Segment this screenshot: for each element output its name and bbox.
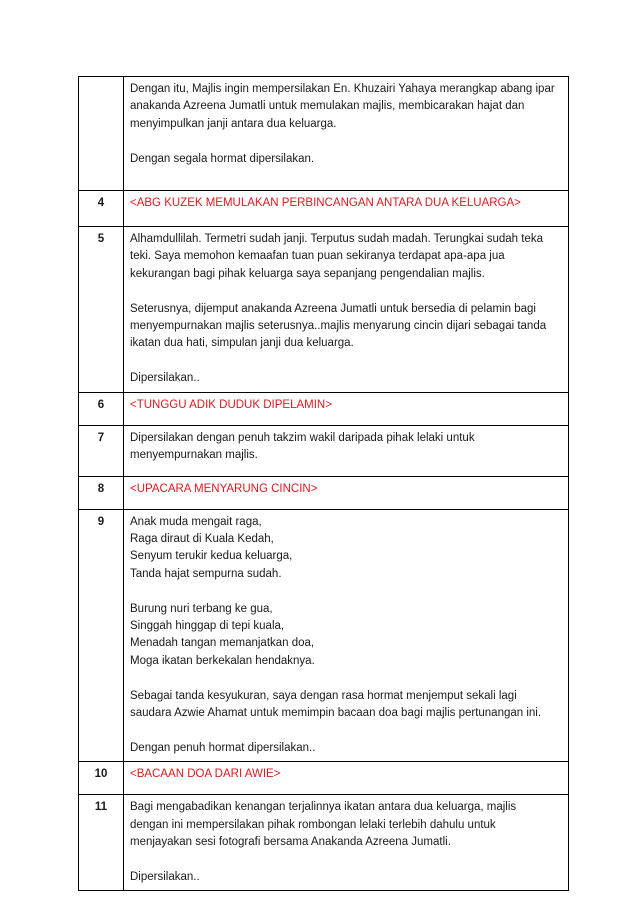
- row-content: [124, 191, 569, 227]
- text-line: anakanda Azreena Jumatli untuk memulakan majlis, membicarakan hajat dan: [130, 100, 525, 113]
- text-line: menyempurnakan majlis seterusnya..majlis menyarung cincin dijari sebagai tanda: [130, 320, 547, 333]
- paragraph: [130, 301, 562, 353]
- text-line: Dipersilakan dengan penuh takzim wakil daripada pihak lelaki untuk: [130, 431, 475, 444]
- table-row: [79, 227, 569, 393]
- text-line: Dipersilakan..: [130, 870, 200, 883]
- row-content: [124, 425, 569, 476]
- row-number: 8: [79, 476, 124, 509]
- text-line: Dengan itu, Majlis ingin mempersilakan En. Khuzairi Yahaya merangkap abang ipar: [130, 83, 555, 95]
- text-line: Menadah tangan memanjatkan doa,: [130, 637, 315, 650]
- text-line: Seterusnya, dijemput anakanda Azreena Jumatli untuk bersedia di pelamin bagi: [130, 302, 536, 315]
- text-line: dengan ini mempersilakan pihak rombongan lelaki terlebih dahulu untuk: [130, 818, 496, 831]
- stage-cue: <UPACARA MENYARUNG CINCIN>: [130, 482, 318, 495]
- text-line: menyimpulkan janji antara dua keluarga.: [130, 117, 337, 130]
- paragraph: [130, 370, 562, 387]
- paragraph: [130, 231, 562, 283]
- row-content: [124, 392, 569, 425]
- text-line: Senyum terukir kedua keluarga,: [130, 550, 293, 563]
- table-row: [79, 476, 569, 509]
- row-number: 9: [79, 509, 124, 762]
- text-line: saudara Azwie Ahamat untuk memimpin bacaan doa bagi majlis pertunangan ini.: [130, 707, 542, 720]
- text-line: Moga ikatan berkekalan hendaknya.: [130, 654, 315, 667]
- paragraph: [130, 869, 562, 886]
- text-line: Burung nuri terbang ke gua,: [130, 602, 273, 615]
- row-content: [124, 762, 569, 795]
- program-table: [78, 76, 569, 891]
- table-row: [79, 762, 569, 795]
- text-line: Anak muda mengait raga,: [130, 515, 262, 528]
- paragraph: [130, 799, 562, 851]
- row-number: 7: [79, 425, 124, 476]
- table-row: [79, 392, 569, 425]
- text-line: Bagi mengabadikan kenangan terjalinnya ikatan antara dua keluarga, majlis: [130, 801, 517, 814]
- text-line: ikatan dua hati, simpulan janji dua keluarga.: [130, 337, 354, 350]
- row-content: [124, 509, 569, 762]
- row-content: [124, 795, 569, 891]
- paragraph: [130, 151, 562, 168]
- stage-cue: <TUNGGU ADIK DUDUK DIPELAMIN>: [130, 398, 332, 411]
- table-row: [79, 77, 569, 191]
- paragraph: [130, 514, 562, 584]
- text-line: Tanda hajat sempurna sudah.: [130, 567, 282, 580]
- text-line: Singgah hinggap di tepi kuala,: [130, 620, 285, 633]
- row-number: [79, 77, 124, 191]
- table-row: [79, 509, 569, 762]
- row-number: 5: [79, 227, 124, 393]
- paragraph: [130, 430, 562, 465]
- paragraph: [130, 740, 562, 757]
- table-row: [79, 425, 569, 476]
- text-line: Raga diraut di Kuala Kedah,: [130, 533, 274, 546]
- paragraph: [130, 81, 562, 133]
- row-number: 4: [79, 191, 124, 227]
- row-content: [124, 77, 569, 191]
- text-line: Dengan penuh hormat dipersilakan..: [130, 741, 316, 754]
- text-line: Sebagai tanda kesyukuran, saya dengan rasa hormat menjemput sekali lagi: [130, 689, 517, 702]
- text-line: menyempurnakan majlis.: [130, 449, 258, 462]
- text-line: Dipersilakan..: [130, 372, 200, 385]
- row-number: 11: [79, 795, 124, 891]
- text-line: menjayakan sesi fotografi bersama Anakanda Azreena Jumatli.: [130, 836, 451, 849]
- table-row: [79, 191, 569, 227]
- text-line: teki. Saya memohon kemaafan tuan puan sekiranya terdapat apa-apa jua: [130, 250, 505, 263]
- row-content: [124, 227, 569, 393]
- text-line: Dengan segala hormat dipersilakan.: [130, 152, 315, 165]
- text-line: Alhamdullilah. Termetri sudah janji. Terputus sudah madah. Terungkai sudah teka: [130, 233, 543, 245]
- row-number: 10: [79, 762, 124, 795]
- text-line: kekurangan bagi pihak keluarga saya sepanjang pengendalian majlis.: [130, 267, 485, 280]
- stage-cue: <BACAAN DOA DARI AWIE>: [130, 768, 281, 781]
- paragraph: [130, 601, 562, 671]
- row-number: 6: [79, 392, 124, 425]
- paragraph: [130, 688, 562, 723]
- stage-cue: <ABG KUZEK MEMULAKAN PERBINCANGAN ANTARA DUA KELUARGA>: [130, 197, 521, 209]
- row-content: [124, 476, 569, 509]
- program-table-body: [79, 77, 569, 891]
- table-row: [79, 795, 569, 891]
